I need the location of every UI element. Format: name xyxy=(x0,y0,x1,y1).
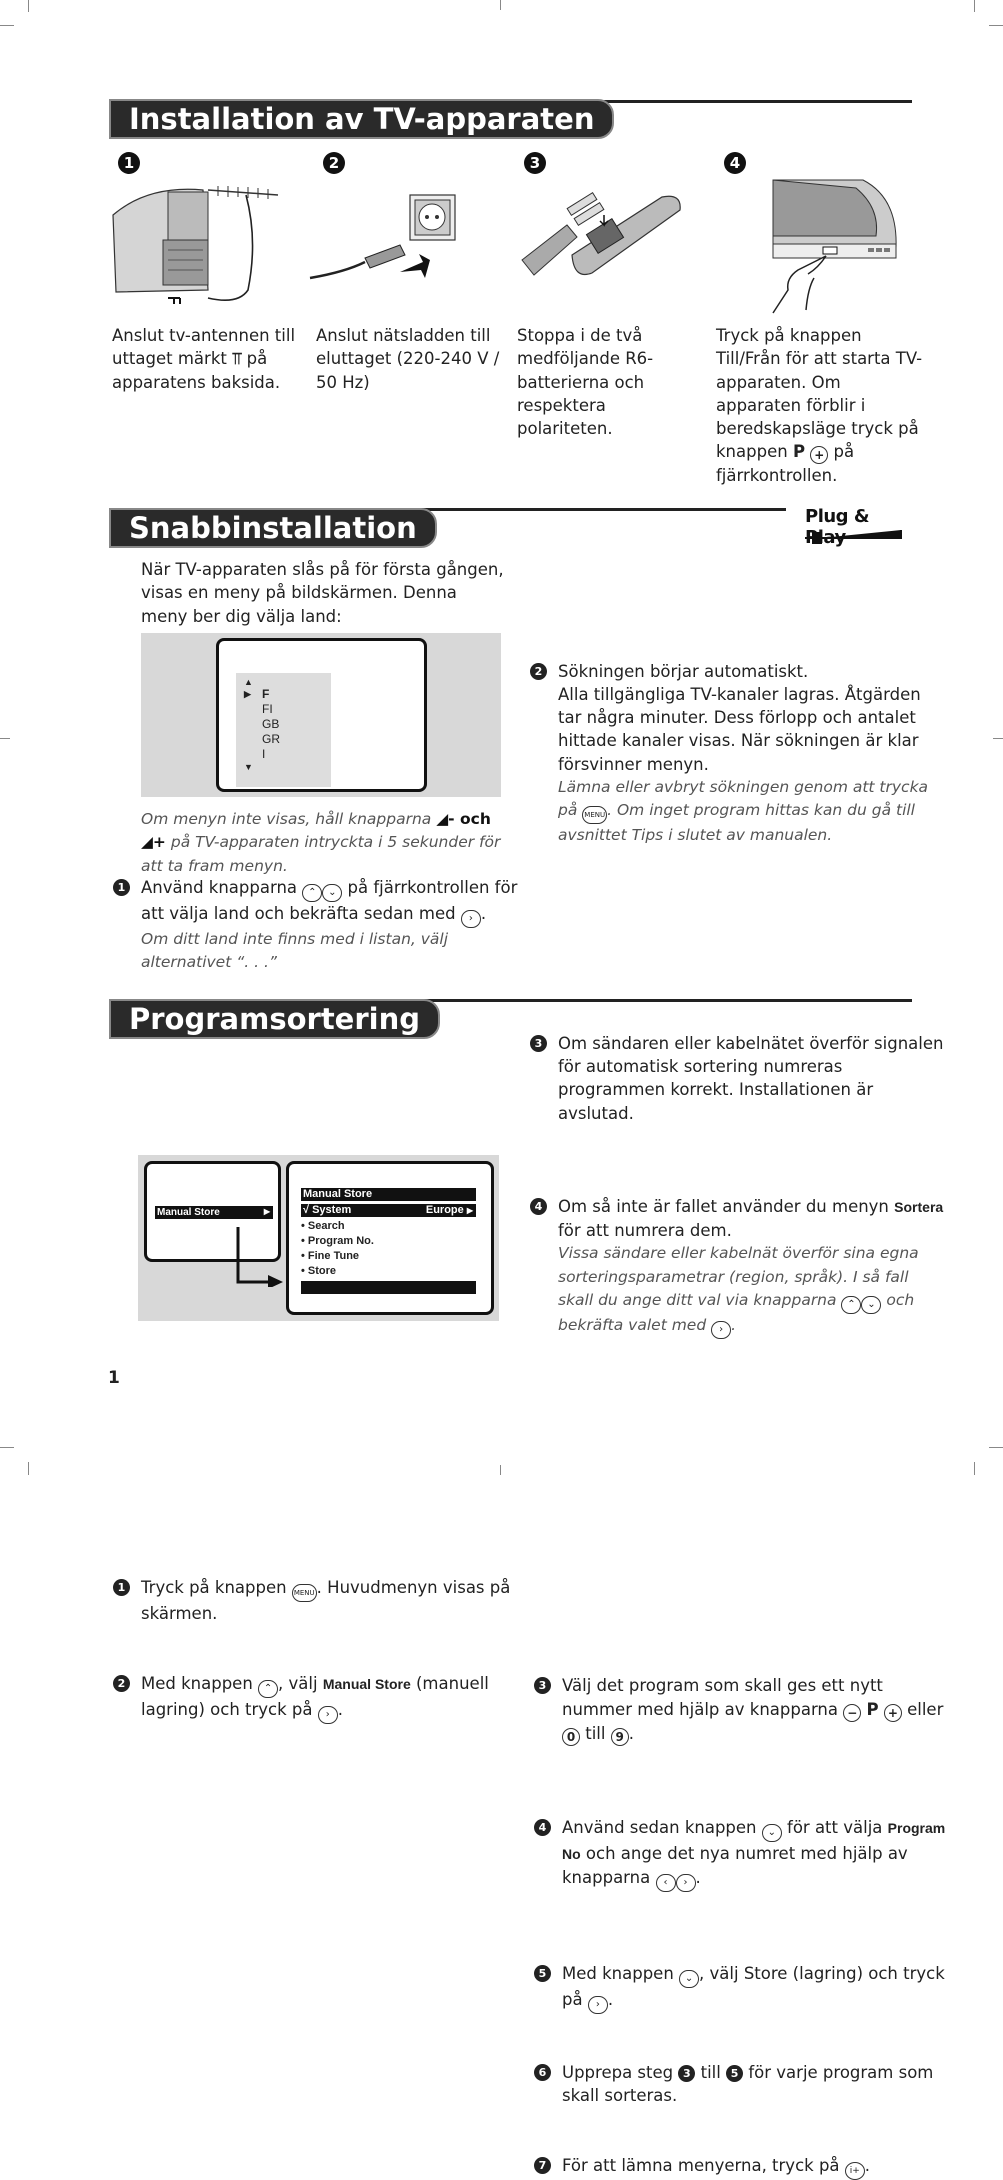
down-key-icon: ⌄ xyxy=(679,1970,699,1988)
quick-step-1 xyxy=(113,876,526,975)
main-menu-item-label: Manual Store xyxy=(157,1207,220,1218)
quick-step-3 xyxy=(530,1032,948,1125)
prog-step-5-c: . xyxy=(607,1989,614,2009)
prog-step-1 xyxy=(113,1576,526,1625)
install-step-1-number: 1 xyxy=(118,152,140,174)
prog-step-3-a: Välj det program som skall ges ett nytt nummer med hjälp av knapparna xyxy=(562,1676,883,1719)
system-value: Europe xyxy=(425,1204,464,1216)
menu-item-system[interactable] xyxy=(301,1204,476,1217)
quick-step-4-note xyxy=(558,1242,948,1339)
prog-step-4-c: och ange det nya numret med hjälp av knapparna xyxy=(562,1843,908,1887)
selected-arrow-icon: ▶ xyxy=(244,689,251,699)
prog-step-3-till: till xyxy=(585,1723,606,1743)
digit-9-key: 9 xyxy=(611,1728,629,1746)
prog-step-1-a: Tryck på knappen xyxy=(141,1578,287,1598)
volume-icon: ◢ xyxy=(436,810,449,828)
up-key-icon: ⌃ xyxy=(258,1680,278,1698)
prog-title: Programsortering xyxy=(109,999,440,1039)
country-item[interactable]: GB xyxy=(262,717,280,731)
crop-mark xyxy=(989,25,1003,26)
volume-icon: ◢ xyxy=(141,833,153,852)
crop-mark xyxy=(28,1462,29,1475)
quick-step-1-c: . xyxy=(480,904,487,923)
digit-0-key: 0 xyxy=(562,1728,580,1746)
crop-mark xyxy=(974,0,975,12)
menu-item[interactable]: • Search xyxy=(301,1220,345,1232)
crop-mark xyxy=(500,1465,501,1475)
plug-and-play-logo-text: Plug & xyxy=(805,506,870,527)
prog-step-3 xyxy=(534,1674,952,1745)
install-step-4-label: Tryck på knappen Till/Från för att starta TV-apparaten. Om apparaten förblir i beredskapsläge tryck på knappen xyxy=(716,326,923,462)
country-item[interactable]: F xyxy=(262,687,270,701)
menu-key-icon: MENU xyxy=(292,1584,317,1602)
quick-step-4-note-a: Vissa sändare eller kabelnät överför sina egna sorteringsparametrar (region, språk). I så fall skall du ange ditt val via knapparna xyxy=(558,1244,919,1310)
prog-step-4-a: Använd sedan knappen xyxy=(562,1817,757,1837)
section-rule xyxy=(390,508,786,511)
step-number-4: 4 xyxy=(534,1819,551,1836)
install-step-2-number: 2 xyxy=(323,152,345,174)
right-key-icon: › xyxy=(676,1874,696,1892)
program-no-label: Program No xyxy=(562,1819,946,1862)
menu-item-system-value xyxy=(426,1204,473,1217)
quick-note xyxy=(141,808,501,878)
plus-key-icon: + xyxy=(884,1704,902,1722)
plus-key-icon: + xyxy=(810,446,828,464)
down-key-icon: ⌄ xyxy=(861,1296,881,1314)
info-key-icon: i+ xyxy=(845,2162,865,2180)
right-key-icon: › xyxy=(461,910,481,928)
quick-step-3-text: Om sändaren eller kabelnätet överför signalen för automatisk sortering numreras programmen korrekt. Installationen är avslutad. xyxy=(558,1033,944,1123)
prog-step-4 xyxy=(534,1816,952,1892)
prog-step-6 xyxy=(534,2061,952,2108)
install-step-1-text xyxy=(112,324,297,394)
quick-note-label: Om menyn inte visas, håll knapparna xyxy=(141,810,432,828)
prog-step-4-d: . xyxy=(695,1867,701,1887)
menu-item[interactable]: • Fine Tune xyxy=(301,1250,360,1262)
step-number-2: 2 xyxy=(113,1675,130,1692)
right-key-icon: › xyxy=(318,1706,338,1724)
crop-mark xyxy=(28,0,29,12)
quick-step-2-note-b: . Om inget program hittas kan du gå till avsnittet Tips i slutet av manualen. xyxy=(558,801,915,845)
country-item[interactable]: I xyxy=(262,747,266,761)
quick-note-rest: på TV-apparaten intryckta i 5 sekunder för att ta fram menyn. xyxy=(141,833,501,875)
crop-mark xyxy=(974,1462,975,1475)
submenu-arrow-icon: ▶ xyxy=(466,1206,473,1215)
crop-mark xyxy=(0,1447,14,1448)
country-menu-panel xyxy=(141,633,501,797)
menu-footer-bar xyxy=(301,1281,476,1294)
prog-step-6-a: Upprepa steg xyxy=(562,2062,674,2082)
prog-step-3-c: . xyxy=(628,1723,634,1743)
step-number-7: 7 xyxy=(534,2157,551,2174)
menu-key-icon: MENU xyxy=(582,806,607,824)
manual-store-label: Manual Store xyxy=(322,1676,411,1693)
power-button-illustration xyxy=(768,178,900,318)
country-menu-screen xyxy=(216,638,427,792)
install-step-4-number: 4 xyxy=(724,152,746,174)
prog-step-5 xyxy=(534,1962,952,2014)
quick-step-1-a: Använd knapparna xyxy=(141,878,298,897)
install-title: Installation av TV-apparaten xyxy=(109,99,614,139)
p-key: P xyxy=(866,1699,879,1719)
step-number-3: 3 xyxy=(530,1035,547,1052)
step-number-1: 1 xyxy=(113,1579,130,1596)
quick-step-2-a: Sökningen börjar automatiskt. xyxy=(558,661,809,681)
right-key-icon: › xyxy=(711,1321,731,1339)
prog-step-2-d: . xyxy=(337,1700,343,1720)
prog-step-2-a: Med knappen xyxy=(141,1674,253,1694)
crop-mark xyxy=(0,738,10,739)
country-item[interactable]: FI xyxy=(262,702,273,716)
step-ref-5: 5 xyxy=(726,2065,743,2082)
prog-step-7-b: . xyxy=(864,2155,871,2175)
volume-minus: - och xyxy=(448,810,491,828)
quick-step-4-note-b: och bekräfta valet med xyxy=(558,1291,915,1335)
step-number-4: 4 xyxy=(530,1198,547,1215)
step-number-3: 3 xyxy=(534,1677,551,1694)
step-ref-3: 3 xyxy=(678,2065,695,2082)
install-step-2-text: Anslut nätsladden till eluttaget (220-240 V / 50 Hz) xyxy=(316,326,500,392)
prog-step-7 xyxy=(534,2154,952,2180)
antenna-symbol: ⫪ xyxy=(232,349,242,369)
menu-item-system-label: √ System xyxy=(303,1204,352,1216)
manual-store-panel xyxy=(138,1155,499,1321)
crop-mark xyxy=(0,25,14,26)
install-step-4-text xyxy=(716,324,931,488)
prog-step-5-a: Med knappen xyxy=(562,1963,674,1983)
up-key-icon: ⌃ xyxy=(841,1296,861,1314)
manual-store-header: Manual Store xyxy=(301,1188,476,1201)
install-step-1-label-2: på apparatens baksida. xyxy=(112,349,281,392)
manual-store-screen xyxy=(286,1161,494,1315)
scroll-down-icon[interactable]: ▼ xyxy=(244,762,253,772)
prog-step-1-b: . Huvudmenyn visas på skärmen. xyxy=(141,1578,511,1624)
quick-step-1-b: på fjärrkontrollen för att välja land och bekräfta sedan med xyxy=(141,878,518,923)
plug-icon xyxy=(805,528,915,544)
quick-step-1-note: Om ditt land inte finns med i listan, välj alternativet “. . .” xyxy=(141,930,449,972)
crop-mark xyxy=(500,0,501,10)
main-menu-item-manual-store[interactable] xyxy=(155,1206,273,1219)
install-step-3-number: 3 xyxy=(524,152,546,174)
quick-title: Snabbinstallation xyxy=(109,508,437,548)
section-rule xyxy=(400,999,912,1002)
sortera-menu-label: Sortera xyxy=(894,1198,944,1215)
menu-item[interactable]: • Program No. xyxy=(301,1235,374,1247)
step-number-2: 2 xyxy=(530,663,547,680)
tv-antenna-illustration xyxy=(108,180,288,310)
page-number: 1 xyxy=(108,1368,120,1388)
step-number-6: 6 xyxy=(534,2064,551,2081)
quick-step-4-b: för att numrera dem. xyxy=(558,1221,732,1241)
quick-step-4-note-c: . xyxy=(731,1316,737,1335)
prog-step-6-b: till xyxy=(700,2062,721,2082)
country-list xyxy=(236,673,331,787)
prog-step-3-b: eller xyxy=(907,1699,944,1719)
submenu-arrow-icon: ▶ xyxy=(263,1207,270,1216)
volume-plus: + xyxy=(152,833,166,852)
quick-intro: När TV-apparaten slås på för första gången, visas en meny på bildskärmen. Denna meny ber dig välja land: xyxy=(141,560,504,626)
prog-step-6-c: för varje program som skall sorteras. xyxy=(562,2062,934,2106)
quick-step-2-b: Alla tillgängliga TV-kanaler lagras. Åtgärden tar några minuter. Dess förlopp och antalet hittade kanaler visas. När sökningen är klar försvinner menyn. xyxy=(558,684,921,774)
quick-step-2-note-a: Lämna eller avbryt sökningen genom att trycka på xyxy=(558,778,929,820)
plug-and-play-logo xyxy=(805,506,915,546)
menu-item[interactable]: • Store xyxy=(301,1265,337,1277)
crop-mark xyxy=(989,1447,1003,1448)
down-key-icon: ⌄ xyxy=(762,1824,782,1842)
up-key-icon: ⌃ xyxy=(302,884,322,902)
prog-step-2-b: , välj xyxy=(278,1674,318,1694)
down-key-icon: ⌄ xyxy=(322,884,342,902)
prog-step-2 xyxy=(113,1672,526,1724)
connector-arrow xyxy=(228,1227,288,1287)
prog-step-4-b: för att välja xyxy=(787,1817,883,1837)
prog-step-7-a: För att lämna menyerna, tryck på xyxy=(562,2155,840,2175)
prog-step-5-b: , välj Store (lagring) och tryck på xyxy=(562,1963,945,2009)
country-item[interactable]: GR xyxy=(262,732,280,746)
right-key-icon: › xyxy=(588,1996,608,2014)
step-number-5: 5 xyxy=(534,1965,551,1982)
install-step-4-label-2: på fjärrkontrollen. xyxy=(716,442,855,486)
quick-step-2-note xyxy=(558,776,948,848)
minus-key-icon: − xyxy=(843,1704,861,1722)
quick-step-4 xyxy=(530,1195,948,1339)
left-key-icon: ‹ xyxy=(656,1874,676,1892)
crop-mark xyxy=(993,738,1003,739)
power-plug-illustration xyxy=(305,190,465,290)
prog-step-2-c: (manuell lagring) och tryck på xyxy=(141,1674,489,1720)
quick-step-2 xyxy=(530,660,948,848)
scroll-up-icon[interactable]: ▲ xyxy=(244,677,253,687)
remote-batteries-illustration xyxy=(512,185,692,285)
install-step-1-label: Anslut tv-antennen till uttaget märkt xyxy=(112,326,296,369)
quick-step-4-a: Om så inte är fallet använder du menyn xyxy=(558,1196,889,1216)
step-number-1: 1 xyxy=(113,879,130,896)
p-key: P xyxy=(792,442,806,462)
install-step-3-text: Stoppa i de två medföljande R6-batterierna och respektera polariteten. xyxy=(517,326,654,439)
